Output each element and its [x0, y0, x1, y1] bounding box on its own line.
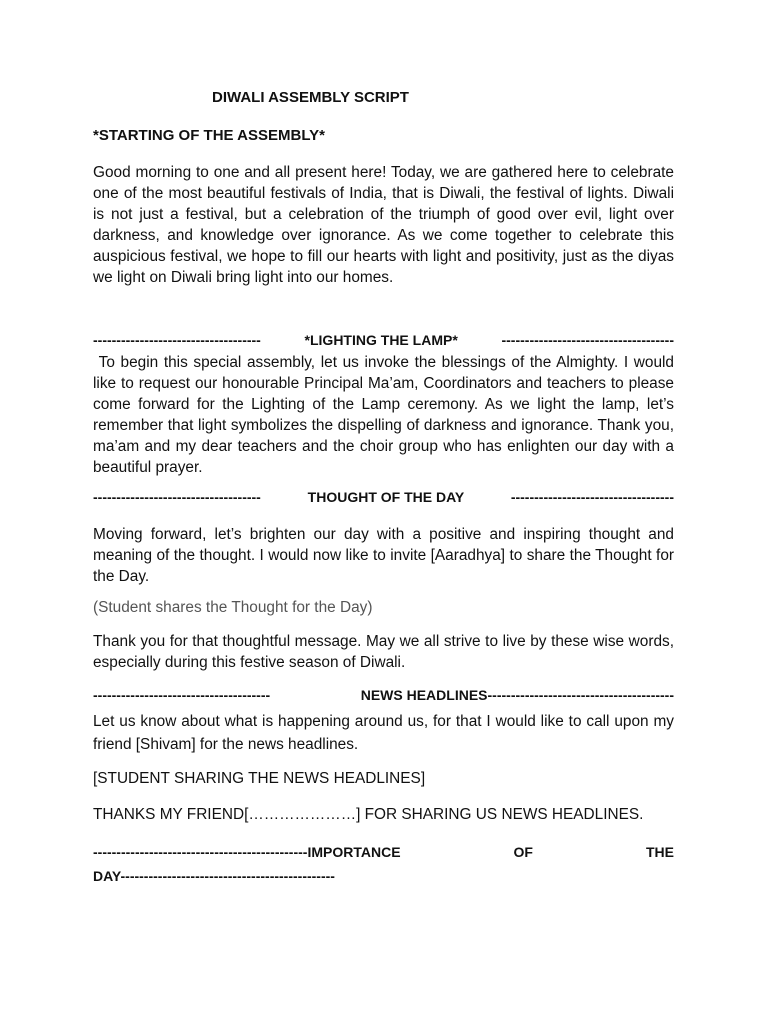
divider-left-dashes: ------------------------------------ — [93, 332, 261, 348]
news-thanks: THANKS MY FRIEND[…………………] FOR SHARING US NEWS HEADLINES. — [93, 806, 644, 823]
importance-heading-line1 — [93, 840, 674, 864]
news-divider — [93, 687, 674, 703]
divider-left-dashes: ------------------------------------ — [93, 489, 261, 505]
thanks-paragraph: Thank you for that thoughtful message. May we all strive to live by these wise words, especially during this festive season of Diwali. — [93, 633, 674, 671]
lighting-lamp-divider — [93, 332, 674, 348]
news-note: [STUDENT SHARING THE NEWS HEADLINES] — [93, 770, 426, 787]
divider-right-dashes: ----------------------------------- — [510, 489, 674, 505]
importance-heading — [93, 840, 674, 888]
importance-heading-line2: DAY---------------------------------------------- — [93, 868, 335, 884]
news-heading: NEWS HEADLINES — [349, 687, 488, 703]
starting-heading: *STARTING OF THE ASSEMBLY* — [93, 127, 325, 144]
of-word: OF — [513, 844, 533, 860]
divider-left-dashes: -------------------------------------- — [93, 687, 271, 703]
divider-right-dashes: ---------------------------------------- — [487, 687, 674, 703]
importance-word: ----------------------------------------------IMPORTANCE — [93, 844, 401, 860]
divider-right-dashes: ------------------------------------- — [501, 332, 674, 348]
the-word: THE — [645, 844, 674, 860]
thought-paragraph: Moving forward, let’s brighten our day with a positive and inspiring thought and meaning of the thought. I would now like to invite [Aaradhya] to share the Thought for the Day. — [93, 526, 674, 585]
thought-note: (Student shares the Thought for the Day) — [93, 599, 373, 616]
news-paragraph: Let us know about what is happening around us, for that I would like to call upon my friend [Shivam] for the news headlines. — [93, 713, 674, 753]
lighting-lamp-heading: *LIGHTING THE LAMP* — [304, 332, 458, 348]
intro-paragraph: Good morning to one and all present here! Today, we are gathered here to celebrate one of the most beautiful festivals of India, that is Diwali, the festival of lights. Diwali is not just a festival, but a celebration of the triumph of good over evil, light over darkness, and knowledge over ignorance. As we come together to celebrate this auspicious festival, we hope to fill our hearts with light and positivity, just as the diyas we light on Diwali bring light into our homes. — [93, 164, 674, 286]
thought-heading: THOUGHT OF THE DAY — [303, 489, 468, 505]
document-title: DIWALI ASSEMBLY SCRIPT — [212, 89, 409, 106]
news-heading-group — [349, 687, 674, 703]
lamp-paragraph: To begin this special assembly, let us invoke the blessings of the Almighty. I would like to request our honourable Principal Ma’am, Coordinators and teachers to please come forward for the Lighting of the Lamp ceremony. As we light the lamp, let’s remember that light symbolizes the dispelling of darkness and ignorance. Thank you, ma’am and my dear teachers and the choir group who has enlighten our day with a beautiful prayer. — [93, 354, 679, 476]
thought-divider — [93, 489, 674, 505]
